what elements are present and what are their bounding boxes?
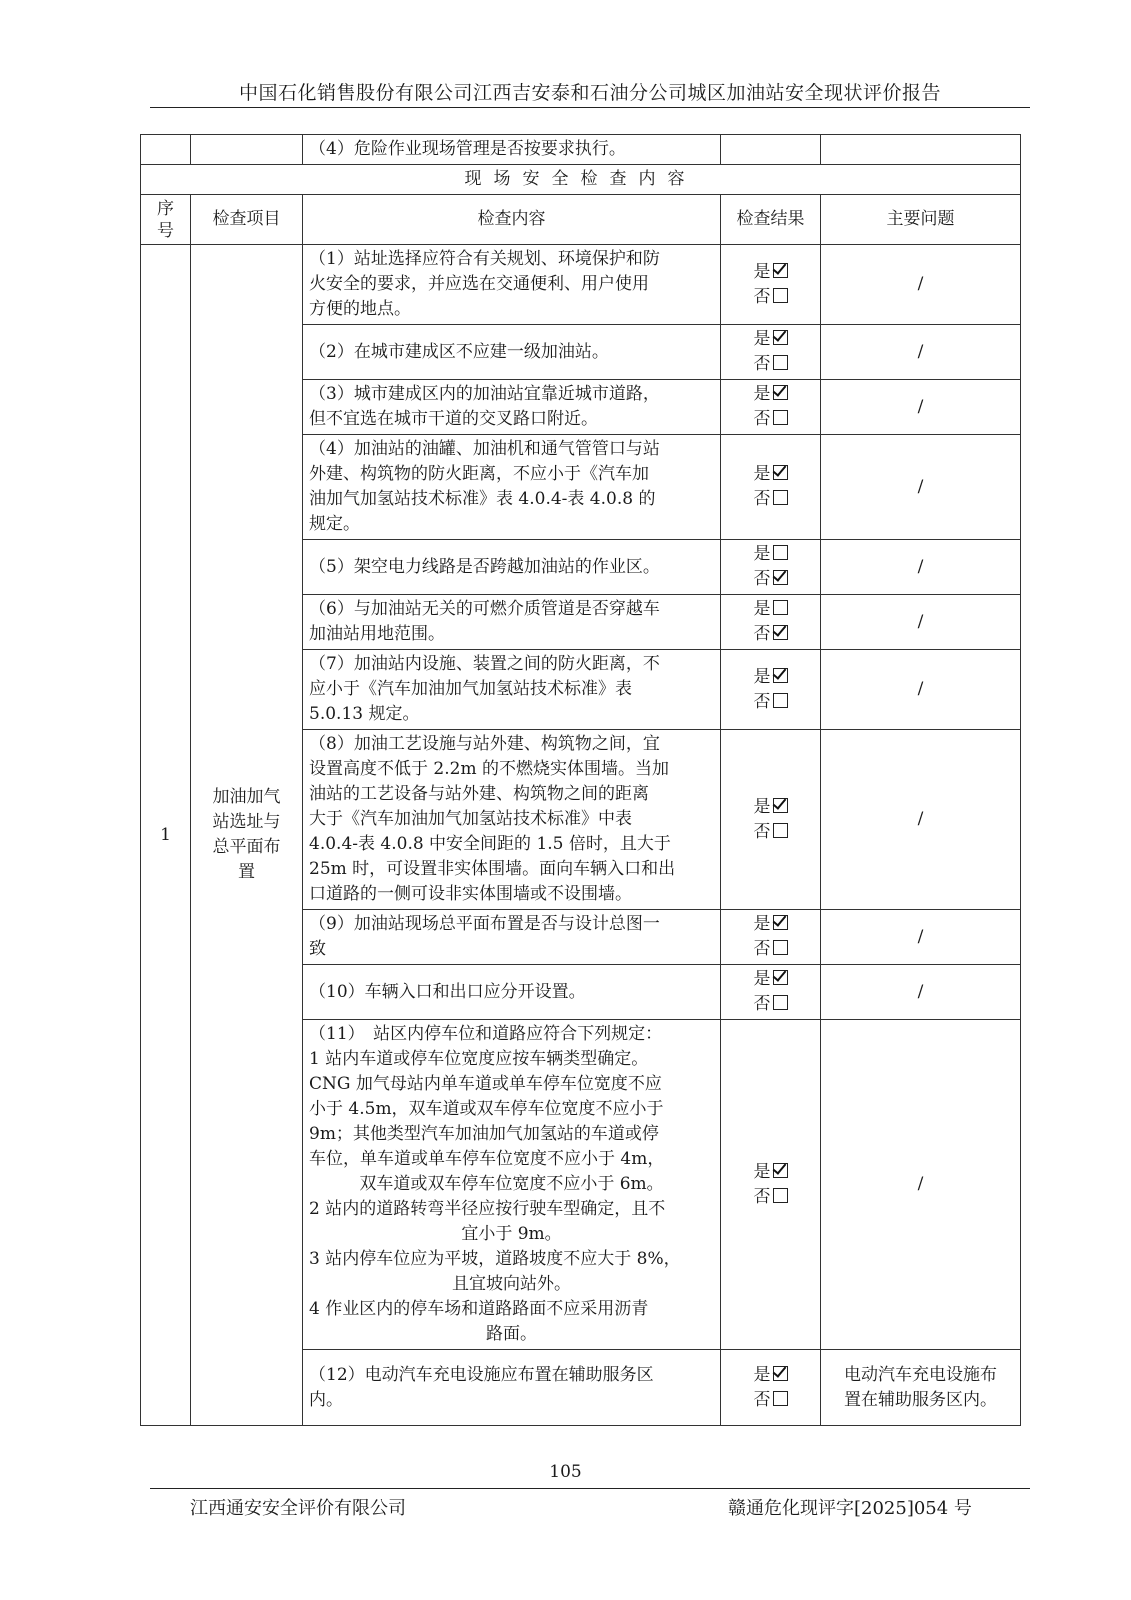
result-option-no xyxy=(727,1388,814,1413)
result-option-label: 是 xyxy=(753,329,771,349)
footer-rule xyxy=(150,1488,1030,1489)
check-result-cell xyxy=(721,435,821,540)
col-header-content: 检查内容 xyxy=(303,195,721,245)
result-option-no xyxy=(727,487,814,512)
check-result-cell xyxy=(721,965,821,1020)
col-header-problem: 主要问题 xyxy=(821,195,1021,245)
page-number: 105 xyxy=(549,1462,582,1482)
check-result-cell xyxy=(721,540,821,595)
content-line: 外建、构筑物的防火距离，不应小于《汽车加 xyxy=(309,464,649,484)
result-option-yes xyxy=(727,967,814,992)
column-header-row xyxy=(141,195,1021,245)
content-line: CNG 加气母站内单车道或单车停车位宽度不应 xyxy=(309,1074,662,1094)
col-header-seq xyxy=(141,195,191,245)
content-line: （2）在城市建成区不应建一级加油站。 xyxy=(309,341,609,362)
main-problem-cell: 电动汽车充电设施布置在辅助服务区内。 xyxy=(821,1350,1021,1426)
content-line: 1 站内车道或停车位宽度应按车辆类型确定。 xyxy=(309,1049,649,1069)
empty-box-icon[interactable] xyxy=(773,600,788,615)
result-option-label: 否 xyxy=(753,624,771,644)
main-problem-cell: / xyxy=(821,595,1021,650)
result-option-label: 是 xyxy=(753,1161,771,1182)
result-option-label: 否 xyxy=(753,939,771,959)
check-content-cell xyxy=(303,380,721,435)
result-option-no xyxy=(727,407,814,432)
checked-box-icon[interactable] xyxy=(773,798,788,813)
empty-box-icon[interactable] xyxy=(773,940,788,955)
content-line: 口道路的一侧可设非实体围墙或不设围墙。 xyxy=(309,884,632,904)
content-line: 5.0.13 规定。 xyxy=(309,704,420,724)
result-option-no xyxy=(727,352,814,377)
checked-box-icon[interactable] xyxy=(773,263,788,278)
content-line: 路面。 xyxy=(486,1324,537,1344)
result-option-label: 是 xyxy=(753,599,771,619)
result-option-no xyxy=(727,992,814,1017)
checked-box-icon[interactable] xyxy=(773,915,788,930)
result-option-no xyxy=(727,690,814,715)
continuation-result-cell xyxy=(721,135,821,165)
result-option-label: 否 xyxy=(753,1186,771,1207)
result-option-yes xyxy=(727,260,814,285)
result-option-no xyxy=(727,1185,814,1210)
footer-company: 江西通安安全评价有限公司 xyxy=(190,1498,406,1519)
main-problem-cell: / xyxy=(821,965,1021,1020)
check-result-cell xyxy=(721,910,821,965)
header-rule xyxy=(150,107,1030,108)
result-option-label: 否 xyxy=(753,354,771,374)
checked-box-icon[interactable] xyxy=(773,668,788,683)
content-line: 2 站内的道路转弯半径应按行驶车型确定，且不 xyxy=(309,1199,666,1219)
checked-box-icon[interactable] xyxy=(773,330,788,345)
checked-box-icon[interactable] xyxy=(773,625,788,640)
empty-box-icon[interactable] xyxy=(773,1391,788,1406)
footer-doc-number: 赣通危化现评字[2025]054 号 xyxy=(728,1498,972,1519)
result-option-no xyxy=(727,820,814,845)
main-problem-cell: / xyxy=(821,325,1021,380)
check-result-cell xyxy=(721,1020,821,1350)
empty-box-icon[interactable] xyxy=(773,995,788,1010)
content-line: （7）加油站内设施、装置之间的防火距离，不 xyxy=(309,654,660,674)
check-content-cell xyxy=(303,730,721,910)
check-content-cell xyxy=(303,595,721,650)
checked-box-icon[interactable] xyxy=(773,465,788,480)
result-option-label: 是 xyxy=(753,544,771,564)
main-problem-cell: / xyxy=(821,650,1021,730)
check-content-cell xyxy=(303,910,721,965)
result-option-label: 是 xyxy=(753,384,771,404)
empty-box-icon[interactable] xyxy=(773,490,788,505)
result-option-yes xyxy=(727,597,814,622)
result-option-yes xyxy=(727,795,814,820)
result-option-label: 否 xyxy=(753,691,771,712)
continuation-seq-cell xyxy=(141,135,191,165)
main-problem-cell: / xyxy=(821,245,1021,325)
check-content-cell xyxy=(303,540,721,595)
content-line: 大于《汽车加油加气加氢站技术标准》中表 xyxy=(309,809,632,829)
empty-box-icon[interactable] xyxy=(773,1188,788,1203)
content-line: 小于 4.5m，双车道或双车停车位宽度不应小于 xyxy=(309,1099,664,1119)
content-line: （3）城市建成区内的加油站宜靠近城市道路， xyxy=(309,384,660,404)
section-title-row xyxy=(141,165,1021,195)
main-problem-cell: / xyxy=(821,730,1021,910)
content-line: 应小于《汽车加油加气加氢站技术标准》表 xyxy=(309,679,632,699)
content-line: 方便的地点。 xyxy=(309,299,411,319)
content-line: 但不宜选在城市干道的交叉路口附近。 xyxy=(309,409,598,429)
content-line: （8）加油工艺设施与站外建、构筑物之间，宜 xyxy=(309,734,660,754)
content-line: 9m；其他类型汽车加油加气加氢站的车道或停 xyxy=(309,1124,659,1144)
result-option-yes xyxy=(727,1363,814,1388)
group-seq-cell: 1 xyxy=(141,245,191,1426)
check-result-cell xyxy=(721,325,821,380)
check-content-cell xyxy=(303,435,721,540)
result-option-label: 是 xyxy=(753,1364,771,1385)
section-title: 现场安全检查内容 xyxy=(141,165,1021,195)
main-problem-cell: / xyxy=(821,910,1021,965)
report-title: 中国石化销售股份有限公司江西吉安泰和石油分公司城区加油站安全现状评价报告 xyxy=(238,82,941,104)
result-option-no xyxy=(727,622,814,647)
main-problem-cell: / xyxy=(821,540,1021,595)
check-result-cell xyxy=(721,650,821,730)
result-option-label: 是 xyxy=(753,796,771,817)
result-option-label: 否 xyxy=(753,569,771,589)
result-option-label: 否 xyxy=(753,821,771,842)
content-line: 25m 时，可设置非实体围墙。面向车辆入口和出 xyxy=(309,859,676,879)
result-option-yes xyxy=(727,542,814,567)
group-item-cell: 加油加气站选址与总平面布置 xyxy=(191,245,303,1426)
check-result-cell xyxy=(721,245,821,325)
result-option-label: 是 xyxy=(753,261,771,282)
empty-box-icon[interactable] xyxy=(773,823,788,838)
main-problem-cell: / xyxy=(821,435,1021,540)
content-line: 设置高度不低于 2.2m 的不燃烧实体围墙。当加 xyxy=(309,759,669,779)
main-problem-cell: / xyxy=(821,1020,1021,1350)
content-line: （1）站址选择应符合有关规划、环境保护和防 xyxy=(309,249,660,269)
content-line: 规定。 xyxy=(309,514,360,534)
check-result-cell xyxy=(721,595,821,650)
continuation-content-cell: （4）危险作业现场管理是否按要求执行。 xyxy=(303,135,721,165)
content-line: 内。 xyxy=(309,1389,343,1410)
check-content-cell xyxy=(303,1350,721,1426)
content-line: 4.0.4-表 4.0.8 中安全间距的 1.5 倍时，且大于 xyxy=(309,834,671,854)
col-header-item: 检查项目 xyxy=(191,195,303,245)
col-header-seq-text: 序号 xyxy=(157,198,174,241)
content-line: 致 xyxy=(309,939,326,959)
content-line: （9）加油站现场总平面布置是否与设计总图一 xyxy=(309,914,660,934)
content-line: 火安全的要求，并应选在交通便利、用户使用 xyxy=(309,274,649,294)
continuation-item-cell xyxy=(191,135,303,165)
checked-box-icon[interactable] xyxy=(773,1163,788,1178)
check-result-cell xyxy=(721,380,821,435)
result-option-yes xyxy=(727,382,814,407)
result-option-label: 是 xyxy=(753,464,771,484)
check-content-cell xyxy=(303,1020,721,1350)
result-option-label: 否 xyxy=(753,409,771,429)
check-content-cell xyxy=(303,325,721,380)
result-option-label: 是 xyxy=(753,666,771,687)
inspection-table xyxy=(140,134,1021,1426)
result-option-label: 否 xyxy=(753,994,771,1014)
content-line: （5）架空电力线路是否跨越加油站的作业区。 xyxy=(309,556,660,577)
check-content-cell xyxy=(303,245,721,325)
table-row xyxy=(141,245,1021,325)
result-option-label: 否 xyxy=(753,286,771,307)
content-line: 车位，单车道或单车停车位宽度不应小于 4m， xyxy=(309,1149,665,1169)
content-line: 加油站用地范围。 xyxy=(309,624,445,644)
content-line: （6）与加油站无关的可燃介质管道是否穿越车 xyxy=(309,599,660,619)
result-option-yes xyxy=(727,327,814,352)
continuation-row xyxy=(141,135,1021,165)
empty-box-icon[interactable] xyxy=(773,545,788,560)
result-option-no xyxy=(727,937,814,962)
empty-box-icon[interactable] xyxy=(773,288,788,303)
content-line: （12）电动汽车充电设施应布置在辅助服务区 xyxy=(309,1364,654,1385)
empty-box-icon[interactable] xyxy=(773,693,788,708)
main-problem-cell: / xyxy=(821,380,1021,435)
result-option-label: 否 xyxy=(753,1389,771,1410)
result-option-label: 否 xyxy=(753,489,771,509)
result-option-label: 是 xyxy=(753,969,771,989)
content-line: 油加气加氢站技术标准》表 4.0.4-表 4.0.8 的 xyxy=(309,489,656,509)
content-line: 宜小于 9m。 xyxy=(461,1224,562,1244)
checked-box-icon[interactable] xyxy=(773,970,788,985)
content-line: 双车道或双车停车位宽度不应小于 6m。 xyxy=(359,1174,664,1194)
result-option-no xyxy=(727,567,814,592)
continuation-problem-cell xyxy=(821,135,1021,165)
content-line: 且宜坡向站外。 xyxy=(452,1274,571,1294)
content-line: （11） 站区内停车位和道路应符合下列规定： xyxy=(309,1024,663,1044)
checked-box-icon[interactable] xyxy=(773,570,788,585)
content-line: （4）加油站的油罐、加油机和通气管管口与站 xyxy=(309,439,660,459)
result-option-label: 是 xyxy=(753,914,771,934)
result-option-yes xyxy=(727,912,814,937)
content-line: 油站的工艺设备与站外建、构筑物之间的距离 xyxy=(309,784,649,804)
checked-box-icon[interactable] xyxy=(773,1366,788,1381)
result-option-yes xyxy=(727,665,814,690)
check-content-cell xyxy=(303,965,721,1020)
content-line: 3 站内停车位应为平坡，道路坡度不应大于 8%， xyxy=(309,1249,681,1269)
empty-box-icon[interactable] xyxy=(773,355,788,370)
result-option-yes xyxy=(727,462,814,487)
result-option-no xyxy=(727,285,814,310)
content-line: （10）车辆入口和出口应分开设置。 xyxy=(309,981,586,1002)
checked-box-icon[interactable] xyxy=(773,385,788,400)
check-content-cell xyxy=(303,650,721,730)
content-line: 4 作业区内的停车场和道路路面不应采用沥青 xyxy=(309,1299,649,1319)
check-result-cell xyxy=(721,1350,821,1426)
col-header-result: 检查结果 xyxy=(721,195,821,245)
check-result-cell xyxy=(721,730,821,910)
empty-box-icon[interactable] xyxy=(773,410,788,425)
result-option-yes xyxy=(727,1160,814,1185)
